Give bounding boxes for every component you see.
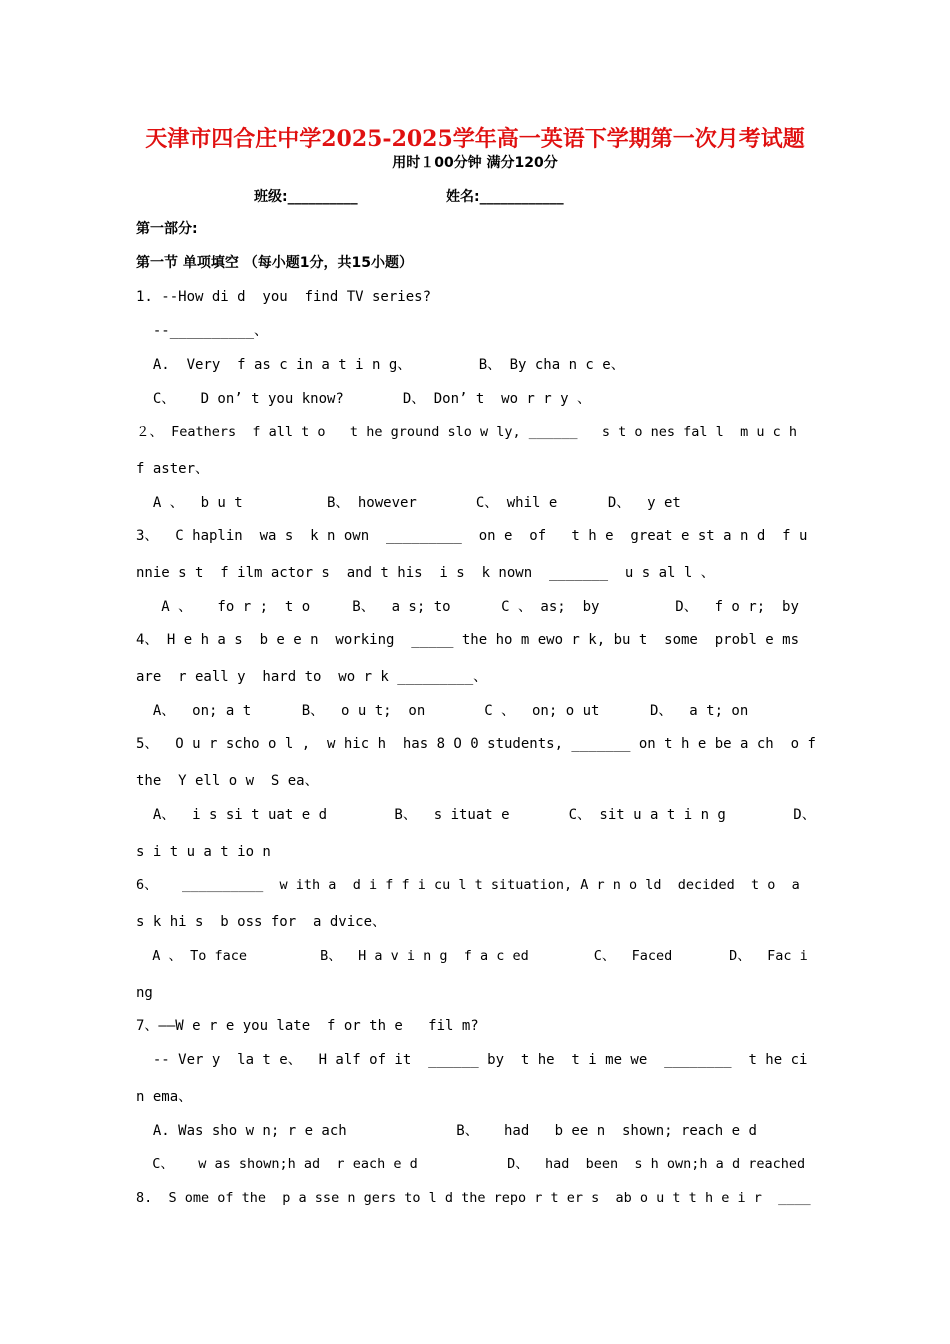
question-line: 1. --How di d you find TV series? bbox=[136, 289, 432, 305]
name-field: 姓名:____________ bbox=[446, 189, 564, 205]
question-line: A. Very f as c in a t i n g、 B、 By cha n c e、 bbox=[136, 357, 625, 373]
question-line: s i t u a t io n bbox=[136, 844, 271, 860]
question-line: are r eall y hard to wo r k _________、 bbox=[136, 669, 488, 685]
question-line: A 、 b u t B、 however C、 whil e D、 y et bbox=[136, 495, 681, 511]
question-line: -- Ver y la t e、 H alf of it ______ by t he t i me we ________ t he ci bbox=[136, 1052, 808, 1068]
question-line: A. Was sho w n; r e ach B、 had b ee n shown; reach e d bbox=[136, 1123, 757, 1139]
question-line: 7、——W e r e you late f or th e fil m? bbox=[136, 1018, 479, 1034]
part-heading: 第一部分: bbox=[136, 221, 198, 237]
question-line: s k hi s b oss for a dvice、 bbox=[136, 914, 387, 930]
question-line: A 、 fo r ; t o B、 a s; to C 、 as; by D、 f o r; by bbox=[136, 599, 799, 615]
question-line: nnie s t f ilm actor s and t his i s k nown _______ u s al l 、 bbox=[136, 565, 715, 581]
exam-title: 天津市四合庄中学2025-2025学年高一英语下学期第一次月考试题 bbox=[145, 126, 805, 152]
question-line: 4、 H e h a s b e e n working _____ the ho m ewo r k, bu t some probl e ms bbox=[136, 632, 800, 648]
question-line: A、 on; a t B、 o u t; on C 、 on; o ut D、 a t; on bbox=[136, 703, 749, 719]
question-line: the Y ell o w S ea、 bbox=[136, 773, 319, 789]
question-line: 5、 O u r scho o l , w hic h has 8 O 0 students, _______ on t h e be a ch o f bbox=[136, 736, 816, 752]
question-line: C、 D on’ t you know? D、 Don’ t wo r r y 、 bbox=[136, 391, 592, 407]
question-line: 6、 __________ w ith a d i f f i cu l t situation, A r n o ld decided t o a bbox=[136, 877, 800, 893]
question-line: ２、 Feathers f all t o t he ground slo w ly, ______ s t o nes fal l m u c h bbox=[136, 424, 797, 440]
question-line: f aster、 bbox=[136, 461, 210, 477]
question-line: 8. S ome of the p a sse n gers to l d the repo r t er s ab o u t t h e i r ____ bbox=[136, 1190, 811, 1206]
question-line: A、 i s si t uat e d B、 s ituat e C、 sit u a t i n g D、 bbox=[136, 807, 816, 823]
class-field: 班级:__________ bbox=[254, 189, 358, 205]
question-line: C、 w as shown;h ad r each e d D、 had been s h own;h a d reached bbox=[136, 1156, 806, 1172]
exam-subtitle: 用时１00分钟 满分120分 bbox=[392, 155, 558, 171]
section-heading: 第一节 单项填空 （每小题1分，共15小题） bbox=[136, 255, 413, 271]
question-line: A 、 To face B、 H a v i n g f a c ed C、 Faced D、 Fac i bbox=[136, 948, 808, 964]
question-line: ng bbox=[136, 985, 153, 1001]
question-line: --__________、 bbox=[136, 323, 269, 339]
question-line: 3、 C haplin wa s k n own _________ on e of t h e great e st a n d f u bbox=[136, 528, 808, 544]
question-line: n ema、 bbox=[136, 1089, 193, 1105]
